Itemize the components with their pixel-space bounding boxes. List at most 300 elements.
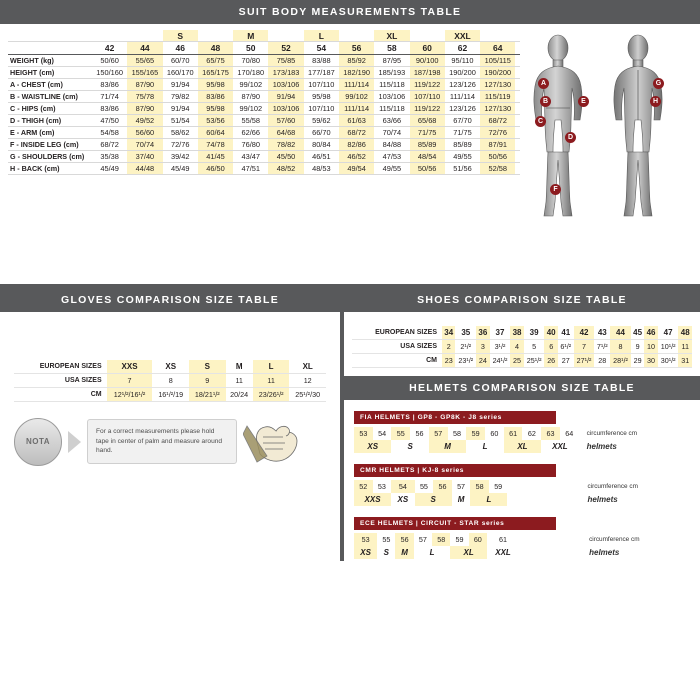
cell: 111/114 (339, 103, 374, 115)
cell: 91/94 (163, 79, 198, 91)
suit-size-3: 48 (198, 42, 233, 55)
cell: 70/80 (233, 55, 268, 67)
cell: 49/55 (374, 163, 409, 175)
helmet-fia-table (354, 427, 690, 453)
cell: 51/56 (445, 163, 480, 175)
suit-size-4: 50 (233, 42, 268, 55)
arrow-icon (68, 431, 81, 453)
cell: 45/50 (268, 151, 303, 163)
cell: 64/68 (268, 127, 303, 139)
cell: 37 (490, 326, 511, 340)
suit-size-row (8, 42, 520, 55)
cell: 60 (469, 533, 487, 546)
suit-size-8: 58 (374, 42, 409, 55)
cell: 48 (678, 326, 692, 340)
cell: 57 (457, 482, 466, 491)
cell: XXL (495, 548, 511, 557)
helmet-block-ece (354, 512, 690, 559)
cell: XXS (354, 493, 391, 506)
table-row (354, 480, 690, 493)
helmet-cmr-table (354, 480, 690, 506)
cell: 4 (510, 340, 523, 354)
suit-row-label-8: G - SHOULDERS (cm) (8, 151, 92, 163)
suit-size-2: 46 (163, 42, 198, 55)
cell: 24 (476, 354, 489, 368)
cell: 107/110 (410, 91, 445, 103)
suit-row-label-3: B - WAISTLINE (cm) (8, 91, 92, 103)
cell: 46/50 (198, 163, 233, 175)
suit-row-label-5: D - THIGH (cm) (8, 115, 92, 127)
cell: 57 (429, 427, 448, 440)
suit-group-m: M (233, 30, 268, 42)
cell: 119/122 (410, 103, 445, 115)
cell: 59/62 (304, 115, 339, 127)
mannequin-illustrations (520, 30, 692, 224)
cell: 83/86 (92, 103, 127, 115)
cell: 71/75 (445, 127, 480, 139)
cell: 47/50 (92, 115, 127, 127)
cell: 103/106 (268, 103, 303, 115)
cell: 45 (631, 326, 644, 340)
cell: L (253, 360, 290, 374)
cell: M (226, 360, 253, 374)
cell: 56 (433, 480, 452, 493)
cell: XS (397, 495, 409, 504)
cell: 71/74 (92, 91, 127, 103)
cell: 31 (678, 354, 692, 368)
cell: 170/180 (233, 67, 268, 79)
table-row (8, 139, 520, 151)
gloves-section (0, 288, 340, 561)
cell: 23/26¹/² (253, 388, 290, 402)
shoes-helmets-column (344, 288, 700, 561)
mannequin-front (520, 34, 596, 222)
cell: L (470, 493, 507, 506)
shoes-table (352, 326, 692, 368)
suit-row-label-9: H - BACK (cm) (8, 163, 92, 175)
mannequin-back (600, 34, 676, 222)
helmet-fia-size-unit: helmets (586, 442, 617, 451)
cell: 68/72 (339, 127, 374, 139)
shoes-table-title: SHOES COMPARISON SIZE TABLE (344, 288, 700, 312)
cell: 68/72 (480, 115, 515, 127)
cell: 37/40 (127, 151, 162, 163)
cell: 64 (565, 429, 574, 438)
cell: 68/72 (92, 139, 127, 151)
cell: 42 (574, 326, 595, 340)
cell: 52 (354, 480, 373, 493)
cell: 91/94 (268, 91, 303, 103)
helmet-fia-header: FIA HELMETS | GP8 - GP8K - J8 series (354, 411, 556, 424)
cell: M (457, 495, 465, 504)
table-row (8, 67, 520, 79)
suit-group-s: S (163, 30, 198, 42)
helmet-fia-circ-unit: circumference cm (586, 430, 638, 437)
suit-group-l: L (304, 30, 339, 42)
table-row (14, 374, 326, 388)
cell: 55/65 (127, 55, 162, 67)
marker-d: D (565, 132, 576, 143)
table-row (8, 127, 520, 139)
suit-row-label-4: C - HIPS (cm) (8, 103, 92, 115)
suit-table-wrapper (8, 30, 520, 224)
cell: 75/78 (127, 91, 162, 103)
table-row (354, 427, 690, 440)
cell: 59 (494, 482, 503, 491)
cell: 115/119 (480, 91, 515, 103)
table-row (354, 493, 690, 506)
cell: S (415, 493, 452, 506)
helmets-table-title: HELMETS COMPARISON SIZE TABLE (344, 376, 700, 400)
table-row (352, 340, 692, 354)
suit-row-label-6: E - ARM (cm) (8, 127, 92, 139)
cell: 9 (631, 340, 644, 354)
table-row (14, 388, 326, 402)
cell: 2¹/² (455, 340, 476, 354)
marker-h: H (650, 96, 661, 107)
cell: 53 (354, 427, 373, 440)
cell: 115/118 (374, 103, 409, 115)
cell: 62 (527, 429, 536, 438)
cell: 52/58 (480, 163, 515, 175)
cell: 43/47 (233, 151, 268, 163)
cell: 65/68 (410, 115, 445, 127)
cell: 123/126 (445, 79, 480, 91)
cell: 39 (524, 326, 545, 340)
cell: 50/56 (480, 151, 515, 163)
cell: 115/118 (374, 79, 409, 91)
cell: 18/21¹/² (189, 388, 226, 402)
helmet-ece-size-unit: helmets (589, 548, 620, 557)
cell: 53 (377, 482, 386, 491)
cell: 23 (442, 354, 455, 368)
cell: 48/54 (410, 151, 445, 163)
cell: 43 (594, 326, 610, 340)
cell: 3 (476, 340, 489, 354)
cell: 6 (544, 340, 557, 354)
cell: 182/190 (339, 67, 374, 79)
cell: 61 (504, 427, 523, 440)
gloves-row-label-usa: USA SIZES (14, 374, 107, 388)
cell: 45/49 (163, 163, 198, 175)
cell: 7 (574, 340, 595, 354)
cell: 74/78 (198, 139, 233, 151)
cell: 63 (541, 427, 560, 440)
cell: 70/74 (127, 139, 162, 151)
helmet-ece-header: ECE HELMETS | CIRCUIT - STAR series (354, 517, 556, 530)
cell: 41 (558, 326, 574, 340)
cell: M (429, 440, 466, 453)
cell: 40 (544, 326, 557, 340)
cell: 119/122 (410, 79, 445, 91)
cell: 54 (391, 480, 415, 493)
cell: 11 (226, 374, 253, 388)
cell: 58 (452, 429, 461, 438)
cell: 20/24 (226, 388, 253, 402)
marker-e: E (578, 96, 589, 107)
cell: 47 (658, 326, 679, 340)
cell: 67/70 (445, 115, 480, 127)
cell: 79/82 (163, 91, 198, 103)
helmet-ece-circ-unit: circumference cm (589, 536, 640, 543)
suit-size-7: 56 (339, 42, 374, 55)
nota-badge: NOTA (14, 418, 62, 466)
cell: 83/88 (304, 55, 339, 67)
cell: 38 (510, 326, 523, 340)
cell: 78/82 (268, 139, 303, 151)
cell: 76/80 (233, 139, 268, 151)
cell: 95/98 (198, 79, 233, 91)
cell: 27¹/² (574, 354, 595, 368)
cell: 48/52 (268, 163, 303, 175)
cell: 87/90 (127, 103, 162, 115)
cell: 65/75 (198, 55, 233, 67)
suit-size-11: 64 (480, 42, 515, 55)
cell: 51/54 (163, 115, 198, 127)
suit-row-label-7: F - INSIDE LEG (cm) (8, 139, 92, 151)
cell: M (395, 546, 413, 559)
cell: 57/60 (268, 115, 303, 127)
cell: 95/98 (304, 91, 339, 103)
nota-text: For a correct measurements please hold tape in center of palm and measure around hand. (87, 419, 237, 464)
cell: 103/106 (374, 91, 409, 103)
suit-group-row (8, 30, 520, 42)
cell: 11 (678, 340, 692, 354)
cell: 185/193 (374, 67, 409, 79)
cell: 55 (419, 482, 428, 491)
table-row (352, 326, 692, 340)
cell: XS (152, 360, 189, 374)
helmet-cmr-header: CMR HELMETS | KJ-8 series (354, 464, 556, 477)
cell: 28¹/² (610, 354, 631, 368)
cell: 61 (499, 535, 508, 544)
marker-a: A (538, 78, 549, 89)
cell: 61/63 (339, 115, 374, 127)
helmet-ece-table (354, 533, 690, 559)
cell: 56 (415, 429, 424, 438)
cell: 95/98 (198, 103, 233, 115)
cell: 91/94 (163, 103, 198, 115)
cell: 39/42 (163, 151, 198, 163)
marker-f: F (550, 184, 561, 195)
cell: 63/66 (374, 115, 409, 127)
cell: 30 (644, 354, 657, 368)
cell: 62/66 (233, 127, 268, 139)
cell: 111/114 (445, 91, 480, 103)
cell: 45/49 (92, 163, 127, 175)
cell: 87/90 (233, 91, 268, 103)
suit-row-label-2: A - CHEST (cm) (8, 79, 92, 91)
table-row (8, 115, 520, 127)
cell: 105/115 (480, 55, 515, 67)
cell: 10¹/² (658, 340, 679, 354)
table-row (352, 354, 692, 368)
cell: 75/85 (268, 55, 303, 67)
hand-illustration (243, 412, 301, 471)
cell: 111/114 (339, 79, 374, 91)
cell: XXL (552, 442, 568, 451)
suit-group-xxl: XXL (445, 30, 480, 42)
table-row (14, 360, 326, 374)
cell: 49/52 (127, 115, 162, 127)
cell: 53/56 (198, 115, 233, 127)
cell: 50/60 (92, 55, 127, 67)
cell: 35/38 (92, 151, 127, 163)
cell: 85/89 (445, 139, 480, 151)
cell: S (383, 548, 389, 557)
suit-row-label-1: HEIGHT (cm) (8, 67, 92, 79)
cell: 85/92 (339, 55, 374, 67)
table-row (354, 440, 690, 453)
cell: 34 (442, 326, 455, 340)
suit-size-0: 42 (92, 42, 127, 55)
gloves-note (0, 402, 340, 471)
cell: XS (354, 440, 391, 453)
cell: 47/53 (374, 151, 409, 163)
cell: 49/54 (339, 163, 374, 175)
shoes-row-label-european: EUROPEAN SIZES (352, 326, 442, 340)
cell: 72/76 (163, 139, 198, 151)
cell: 25 (510, 354, 523, 368)
table-row (8, 55, 520, 67)
cell: 12¹/²/16¹/² (107, 388, 153, 402)
cell: 23¹/² (455, 354, 476, 368)
table-row (8, 103, 520, 115)
suit-table-title: SUIT BODY MEASUREMENTS TABLE (0, 0, 700, 24)
cell: 60/64 (198, 127, 233, 139)
cell: 7¹/² (594, 340, 610, 354)
cell: 46 (644, 326, 657, 340)
cell: 8 (610, 340, 631, 354)
suit-size-9: 60 (410, 42, 445, 55)
cell: 36 (476, 326, 489, 340)
cell: 3¹/² (490, 340, 511, 354)
cell: 55 (382, 535, 391, 544)
cell: XS (354, 546, 377, 559)
cell: 59 (466, 427, 485, 440)
cell: 70/74 (374, 127, 409, 139)
gloves-row-label-cm: CM (14, 388, 107, 402)
shoes-row-label-cm: CM (352, 354, 442, 368)
cell: 60/70 (163, 55, 198, 67)
suit-row-label-0: WEIGHT (kg) (8, 55, 92, 67)
cell: 66/70 (304, 127, 339, 139)
table-row (8, 151, 520, 163)
cell: 190/200 (480, 67, 515, 79)
cell: 11 (253, 374, 290, 388)
cell: 30¹/² (658, 354, 679, 368)
gloves-row-label-european: EUROPEAN SIZES (14, 360, 107, 374)
cell: 103/106 (268, 79, 303, 91)
cell: 58 (432, 533, 450, 546)
cell: 127/130 (480, 79, 515, 91)
cell: XL (504, 440, 541, 453)
cell: 28 (594, 354, 610, 368)
cell: 53 (354, 533, 377, 546)
cell: 99/102 (339, 91, 374, 103)
cell: 83/86 (92, 79, 127, 91)
cell: 58 (470, 480, 489, 493)
lower-sections (0, 288, 700, 561)
cell: 7 (107, 374, 153, 388)
cell: 9 (189, 374, 226, 388)
cell: 57 (418, 535, 427, 544)
cell: 58/62 (163, 127, 198, 139)
cell: 99/102 (233, 103, 268, 115)
helmet-block-fia (354, 406, 690, 453)
cell: 41/45 (198, 151, 233, 163)
gloves-table (14, 360, 326, 402)
cell: 44 (610, 326, 631, 340)
cell: 54/58 (92, 127, 127, 139)
cell: 84/88 (374, 139, 409, 151)
table-row (354, 546, 690, 559)
cell: 6¹/² (558, 340, 574, 354)
suit-size-5: 52 (268, 42, 303, 55)
cell: 107/110 (304, 79, 339, 91)
cell: 123/126 (445, 103, 480, 115)
cell: 59 (455, 535, 464, 544)
cell: 25¹/² (524, 354, 545, 368)
cell: 87/90 (127, 79, 162, 91)
cell: 90/100 (410, 55, 445, 67)
cell: 46/52 (339, 151, 374, 163)
cell: 160/170 (163, 67, 198, 79)
cell: L (482, 442, 488, 451)
cell: 82/86 (339, 139, 374, 151)
cell: 56 (395, 533, 413, 546)
cell: 29 (631, 354, 644, 368)
cell: 80/84 (304, 139, 339, 151)
cell: 55/58 (233, 115, 268, 127)
gloves-table-title: GLOVES COMPARISON SIZE TABLE (0, 288, 340, 312)
suit-size-10: 62 (445, 42, 480, 55)
suit-group-xl: XL (374, 30, 409, 42)
cell: 85/89 (410, 139, 445, 151)
cell: 155/165 (127, 67, 162, 79)
cell: 50/56 (410, 163, 445, 175)
cell: 95/110 (445, 55, 480, 67)
cell: S (189, 360, 226, 374)
cell: 60 (490, 429, 499, 438)
table-row (354, 533, 690, 546)
suit-size-1: 44 (127, 42, 162, 55)
cell: 107/110 (304, 103, 339, 115)
suit-section (0, 0, 700, 284)
cell: 24¹/² (490, 354, 511, 368)
cell: L (429, 548, 435, 557)
cell: XL (450, 546, 487, 559)
cell: 25¹/²/30 (289, 388, 326, 402)
cell: 5 (524, 340, 545, 354)
cell: 10 (644, 340, 657, 354)
marker-b: B (540, 96, 551, 107)
cell: 46/51 (304, 151, 339, 163)
cell: 49/55 (445, 151, 480, 163)
cell: 177/187 (304, 67, 339, 79)
helmet-block-cmr (354, 459, 690, 506)
cell: S (407, 442, 413, 451)
cell: 71/75 (410, 127, 445, 139)
cell: 35 (455, 326, 476, 340)
cell: 87/91 (480, 139, 515, 151)
cell: 83/86 (198, 91, 233, 103)
cell: 187/198 (410, 67, 445, 79)
cell: 12 (289, 374, 326, 388)
cell: 47/51 (233, 163, 268, 175)
cell: 48/53 (304, 163, 339, 175)
cell: 150/160 (92, 67, 127, 79)
